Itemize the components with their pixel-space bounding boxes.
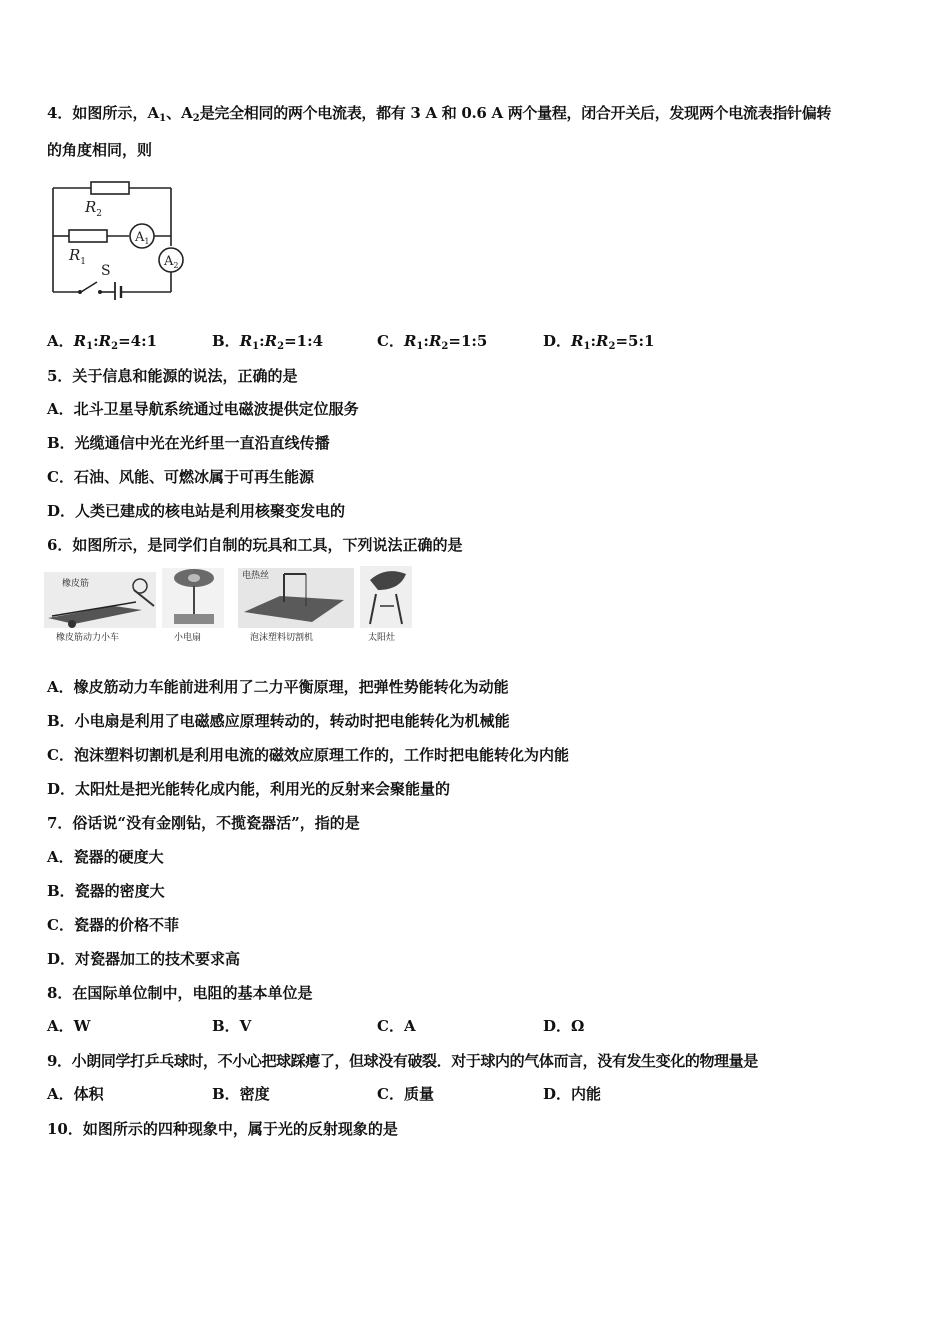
a1-label: A xyxy=(135,230,145,245)
q4-ammeter2-sub: 2 xyxy=(192,113,200,124)
q5-option-a: A．北斗卫星导航系统通过电磁波提供定位服务 xyxy=(47,400,359,418)
img1-top-label: 橡皮筋 xyxy=(62,579,90,589)
q10-stem: 10．如图所示的四种现象中，属于光的反射现象的是 xyxy=(47,1120,398,1138)
q8-option-d: D．Ω xyxy=(543,1017,585,1035)
q8-option-c: C．A xyxy=(377,1017,416,1035)
q9-option-b: B．密度 xyxy=(212,1085,270,1103)
q5-option-b: B．光缆通信中光在光纤里一直沿直线传播 xyxy=(47,434,330,452)
q4-ammeter1-sub: 1 xyxy=(159,113,167,124)
img3-top-label: 电热丝 xyxy=(242,571,270,581)
a2-label: A xyxy=(164,254,174,269)
q9-stem: 9．小朗同学打乒乓球时，不小心把球踩瘪了，但球没有破裂．对于球内的气体而言，没有发生变化的物理量是 xyxy=(47,1052,758,1070)
q4-circuit-diagram xyxy=(45,178,195,300)
svg-text:R1 xyxy=(68,246,86,267)
q4-ammeter2-name: A xyxy=(181,104,193,122)
q4-option-d: D．$R_1:R_2=5:1$ xyxy=(543,332,655,352)
q5-option-c: C．石油、风能、可燃冰属于可再生能源 xyxy=(47,468,314,486)
r2-label-sub: 2 xyxy=(96,209,103,219)
a1-label-sub: 1 xyxy=(144,237,150,246)
img4-caption: 太阳灶 xyxy=(368,633,396,643)
r2-resistor xyxy=(91,182,129,194)
q6-option-c: C．泡沫塑料切割机是利用电流的磁效应原理工作的，工作时把电能转化为内能 xyxy=(47,746,569,764)
img3-caption: 泡沫塑料切割机 xyxy=(250,633,314,643)
q8-option-a: A．W xyxy=(47,1017,91,1035)
q7-option-b: B．瓷器的密度大 xyxy=(47,882,165,900)
q4-sep: 、 xyxy=(166,104,182,122)
svg-text:A2 xyxy=(163,254,178,270)
q4-option-a: A．$R_1:R_2=4:1$ xyxy=(47,332,158,352)
q7-stem: 7．俗话说“没有金刚钻，不揽瓷器活”，指的是 xyxy=(47,814,360,832)
q5-option-d: D．人类已建成的核电站是利用核聚变发电的 xyxy=(47,502,346,520)
svg-text:R2 xyxy=(84,198,102,219)
q6-option-d: D．太阳灶是把光能转化成内能，利用光的反射来会聚能量的 xyxy=(47,780,451,798)
a2-label-sub: 2 xyxy=(173,261,179,270)
r1-label-sub: 1 xyxy=(80,257,87,267)
q8-stem: 8．在国际单位制中，电阻的基本单位是 xyxy=(47,984,313,1002)
q4-stem-text-post: 是完全相同的两个电流表，都有 3 A 和 0.6 A 两个量程，闭合开关后，发现两个电流表指针偏转 xyxy=(199,104,832,122)
q4-stem-line1 xyxy=(47,103,831,129)
svg-text:A1 xyxy=(134,230,149,246)
small-fan-image xyxy=(162,568,224,643)
q7-option-d: D．对瓷器加工的技术要求高 xyxy=(47,950,241,968)
q6-option-a: A．橡皮筋动力车能前进利用了二力平衡原理，把弹性势能转化为动能 xyxy=(47,678,509,696)
q6-figure-strip xyxy=(44,566,414,646)
q6-stem: 6．如图所示，是同学们自制的玩具和工具，下列说法正确的是 xyxy=(47,536,463,554)
q9-option-a: A．体积 xyxy=(47,1085,104,1103)
img1-caption: 橡皮筋动力小车 xyxy=(56,633,120,643)
q5-stem: 5．关于信息和能源的说法，正确的是 xyxy=(47,367,298,385)
q9-option-d: D．内能 xyxy=(543,1085,602,1103)
q7-option-c: C．瓷器的价格不菲 xyxy=(47,916,179,934)
rubber-band-car-image xyxy=(44,572,156,643)
q4-stem-line2: 的角度相同，则 xyxy=(47,141,153,159)
q4-stem-text: 4．如图所示， xyxy=(47,104,148,122)
r1-label: R xyxy=(69,246,81,264)
switch-s xyxy=(81,282,97,292)
img2-caption: 小电扇 xyxy=(174,633,202,643)
switch-label: S xyxy=(101,263,111,279)
r1-resistor xyxy=(69,230,107,242)
q4-option-b: B．$R_1:R_2=1:4$ xyxy=(212,332,324,352)
r2-label: R xyxy=(85,198,97,216)
foam-cutter-image xyxy=(238,568,354,643)
q4-option-c: C．$R_1:R_2=1:5$ xyxy=(377,332,488,352)
q8-option-b: B．V xyxy=(212,1017,252,1035)
solar-cooker-image xyxy=(360,566,412,643)
q4-ammeter1-name: A xyxy=(147,104,160,122)
q9-option-c: C．质量 xyxy=(377,1085,434,1103)
q6-option-b: B．小电扇是利用了电磁感应原理转动的，转动时把电能转化为机械能 xyxy=(47,712,510,730)
q7-option-a: A．瓷器的硬度大 xyxy=(47,848,164,866)
